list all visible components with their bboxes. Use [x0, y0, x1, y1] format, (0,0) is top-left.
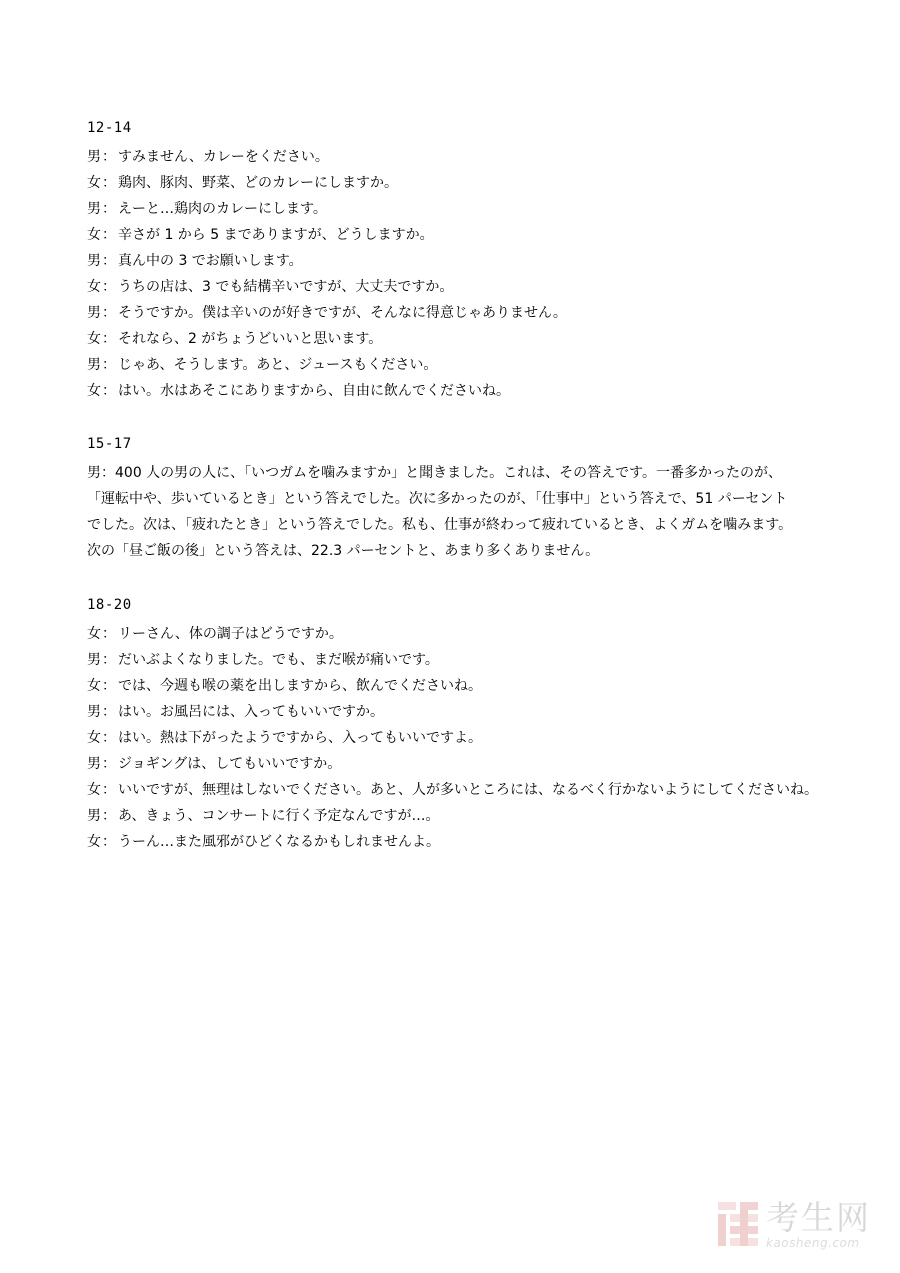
dialogue-line — [87, 699, 827, 725]
line-text: うちの店は、3 でも結構辛いですが、大丈夫ですか。 — [118, 279, 454, 295]
line-text: リーさん、体の調子はどうですか。 — [118, 626, 343, 642]
dialogue-line — [87, 326, 827, 352]
paragraph-line: 次の「昼ご飯の後」という答えは、22.3 パーセントと、あまり多くありません。 — [87, 543, 600, 559]
line-text: えーと…鶏肉のカレーにします。 — [118, 201, 327, 217]
line-text: 鶏肉、豚肉、野菜、どのカレーにしますか。 — [118, 175, 398, 191]
speaker-separator: ： — [102, 730, 116, 746]
section-18-20 — [87, 595, 827, 855]
dialogue-line — [87, 751, 827, 777]
speaker-label: 男 — [87, 808, 101, 824]
dialogue-line — [87, 248, 827, 274]
speaker-separator: ： — [102, 227, 116, 243]
watermark-logo-icon — [716, 1200, 760, 1248]
dialogue-line — [87, 196, 827, 222]
paragraph-line: 男：400 人の男の人に、「いつガムを噛みますか」と聞きました。これは、その答えです。一番多かったのが、 — [87, 465, 783, 481]
line-text: いいですが、無理はしないでください。あと、人が多いところには、なるべく行かないようにしてくださいね。 — [118, 782, 818, 798]
speaker-separator: ： — [102, 279, 116, 295]
speaker-separator: ： — [102, 756, 116, 772]
monologue-paragraph — [87, 460, 827, 564]
watermark-url: kaosheng.com — [766, 1236, 860, 1250]
speaker-label: 女 — [87, 227, 101, 243]
section-15-17 — [87, 434, 827, 564]
line-text: ジョギングは、してもいいですか。 — [118, 756, 342, 772]
dialogue-line — [87, 725, 827, 751]
speaker-label: 男 — [87, 201, 101, 217]
speaker-label: 女 — [87, 383, 101, 399]
line-text: それなら、2 がちょうどいいと思います。 — [118, 331, 383, 347]
dialogue-line — [87, 621, 827, 647]
line-text: だいぶよくなりました。でも、まだ喉が痛いです。 — [118, 652, 439, 668]
line-text: じゃあ、そうします。あと、ジュースもください。 — [118, 357, 438, 373]
line-text: はい。熱は下がったようですから、入ってもいいですよ。 — [118, 730, 482, 746]
speaker-label: 女 — [87, 730, 101, 746]
dialogue-line — [87, 170, 827, 196]
dialogue-line — [87, 777, 827, 803]
speaker-label: 女 — [87, 782, 101, 798]
speaker-separator: ： — [102, 834, 116, 850]
line-text: あ、きょう、コンサートに行く予定なんですが…。 — [118, 808, 440, 824]
speaker-label: 女 — [87, 279, 101, 295]
speaker-label: 女 — [87, 175, 101, 191]
dialogue-line — [87, 647, 827, 673]
paragraph-line: 「運転中や、歩いているとき」という答えでした。次に多かったのが、「仕事中」という答えで、51 パーセント — [87, 491, 788, 507]
section-heading: 12-14 — [87, 120, 132, 136]
speaker-label: 男 — [87, 149, 101, 165]
dialogue-line — [87, 144, 827, 170]
speaker-separator: ： — [102, 652, 116, 668]
section-heading: 15-17 — [87, 436, 132, 452]
speaker-separator: ： — [102, 253, 116, 269]
speaker-label: 男 — [87, 704, 101, 720]
speaker-label: 女 — [87, 331, 101, 347]
section-12-14 — [87, 118, 827, 404]
speaker-separator: ： — [102, 175, 116, 191]
speaker-label: 男 — [87, 756, 101, 772]
speaker-separator: ： — [102, 626, 116, 642]
speaker-separator: ： — [102, 305, 116, 321]
speaker-separator: ： — [102, 808, 116, 824]
speaker-separator: ： — [102, 383, 116, 399]
line-text: そうですか。僕は辛いのが好きですが、そんなに得意じゃありません。 — [118, 305, 567, 321]
speaker-label: 男 — [87, 253, 101, 269]
dialogue-line — [87, 673, 827, 699]
dialogue-line — [87, 300, 827, 326]
speaker-separator: ： — [102, 357, 116, 373]
dialogue-line — [87, 352, 827, 378]
dialogue-line — [87, 274, 827, 300]
section-heading: 18-20 — [87, 597, 132, 613]
speaker-label: 男 — [87, 305, 101, 321]
speaker-separator: ： — [102, 678, 116, 694]
speaker-label: 男 — [87, 357, 101, 373]
paragraph-line: でした。次は、「疲れたとき」という答えでした。私も、仕事が終わって疲れているとき、よくガムを噛みます。 — [87, 517, 793, 533]
speaker-separator: ： — [102, 149, 116, 165]
speaker-label: 男 — [87, 652, 101, 668]
dialogue-line — [87, 803, 827, 829]
speaker-label: 女 — [87, 626, 101, 642]
line-text: はい。お風呂には、入ってもいいですか。 — [118, 704, 384, 720]
speaker-separator: ： — [102, 782, 116, 798]
dialogue-line — [87, 378, 827, 404]
speaker-separator: ： — [102, 704, 116, 720]
speaker-separator: ： — [102, 201, 116, 217]
line-text: では、今週も喉の薬を出しますから、飲んでくださいね。 — [118, 678, 482, 694]
dialogue-line — [87, 829, 827, 855]
speaker-label: 女 — [87, 834, 101, 850]
watermark-name: 考生网 — [766, 1198, 871, 1237]
line-text: はい。水はあそこにありますから、自由に飲んでくださいね。 — [118, 383, 510, 399]
watermark — [716, 1198, 886, 1258]
line-text: うーん…また風邪がひどくなるかもしれませんよ。 — [118, 834, 440, 850]
line-text: すみません、カレーをください。 — [118, 149, 329, 165]
speaker-label: 女 — [87, 678, 101, 694]
dialogue-line — [87, 222, 827, 248]
line-text: 真ん中の 3 でお願いします。 — [118, 253, 303, 269]
speaker-separator: ： — [102, 331, 116, 347]
line-text: 辛さが 1 から 5 までありますが、どうしますか。 — [118, 227, 434, 243]
